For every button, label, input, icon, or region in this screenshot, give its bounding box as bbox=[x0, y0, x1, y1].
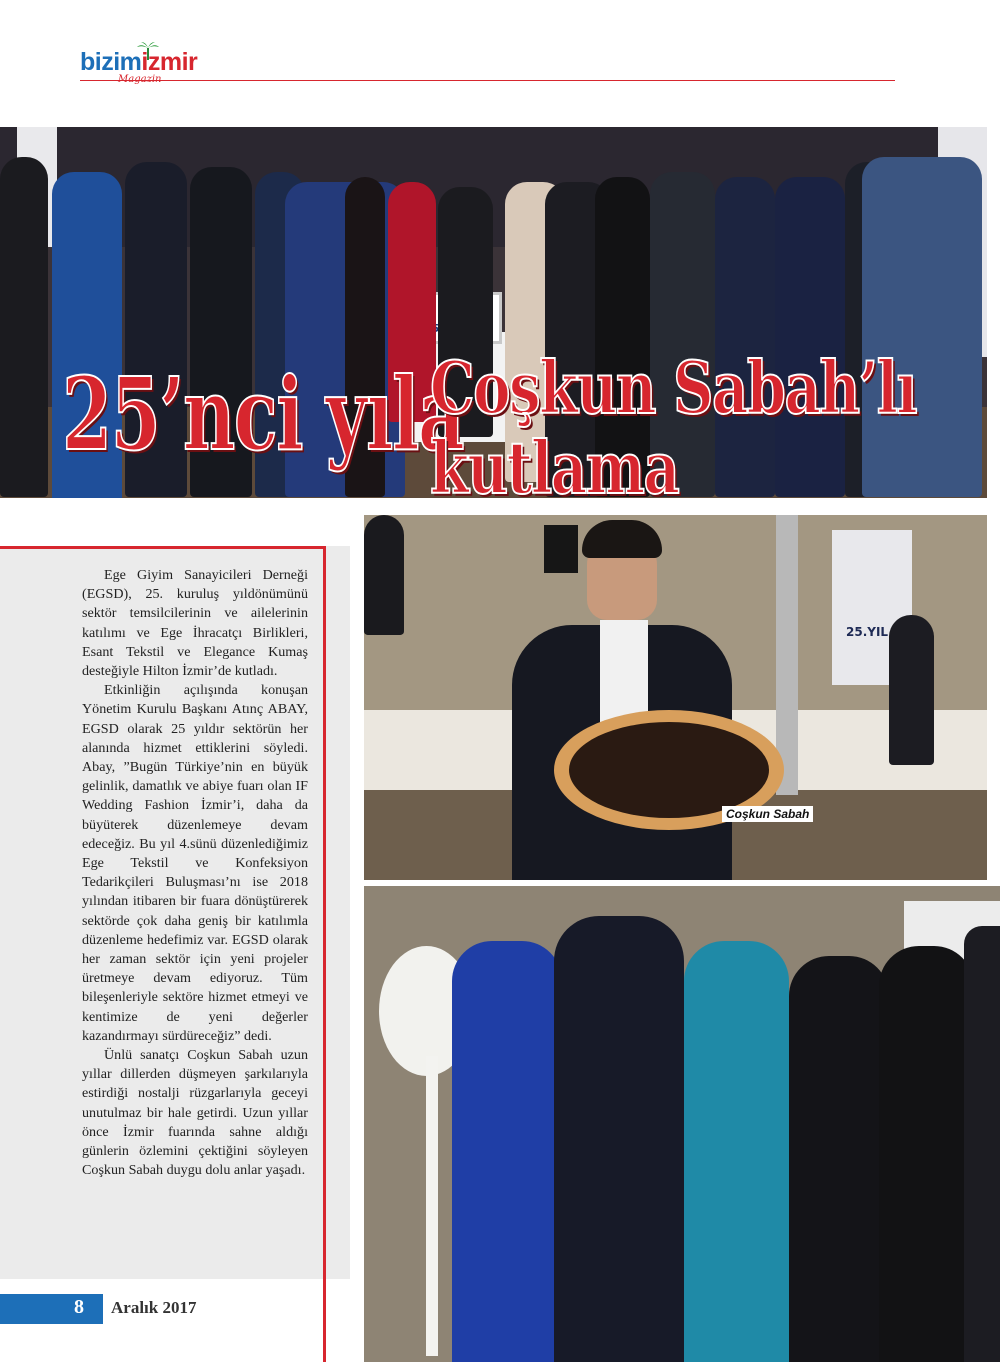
article-paragraph-2: Etkinliğin açılışında konuşan Yönetim Kurulu Başkanı Atınç ABAY, EGSD olarak 25 yıldır sektörün her alanında hizmet ettiklerini söyledi. Abay, ”Bugün Türkiye’nin en büyük gelinlik, damatlık ve abiye fuarı olan IF Wedding Fashion İzmir’i, daha da büyüterek düzenlemeye devam edeceğiz. Bu yıl 4.sünü düzenlediğimiz Ege Tekstil ve Konfeksiyon Tedarikçileri Buluşması’nı ise 2018 yılından itibaren bir fuara dönüştürerek sektörde çok daha geniş bir katılımla düzenleme hedefimiz var. EGSD olarak her zaman sektör için yeni projeler üretmeye devam ediyoruz. Tüm bileşenleriyle sektöre hizmet etmeyi ve kentimize de yeni değerler kazandırmayı sürdüreceğiz” dedi. bbox=[82, 682, 308, 1044]
masthead-logo bbox=[80, 40, 380, 90]
header-rule bbox=[80, 80, 895, 81]
article-paragraph-1: Ege Giyim Sanayicileri Derneği (EGSD), 25. kuruluş yıldönümünü sektör temsilcilerinin ve ailelerinin katılımı ve Ege İhracatçı Birlikleri, Esant Tekstil ve Elegance Kumaş desteğiyle Hilton İzmir’de kutladı. bbox=[82, 567, 308, 680]
issue-date: Aralık 2017 bbox=[111, 1298, 197, 1317]
photo-caption: Coşkun Sabah bbox=[722, 806, 813, 822]
headline-part-3: kutlama bbox=[430, 425, 679, 510]
headline-part-1: 25’nci yıla bbox=[62, 355, 464, 473]
palm-tree-icon bbox=[137, 42, 159, 60]
banner-text: 25.YIL bbox=[846, 625, 889, 639]
brand-left: bizim bbox=[80, 48, 142, 76]
article-paragraph-3: Ünlü sanatçı Coşkun Sabah uzun yıllar dillerden düşmeyen şarkılarıyla estirdiği nostalji rüzgarlarıyla geceyi unutulmaz bir hale getirdi. Uzun yıllar önce İzmir fuarında sahne aldığı günlerin özlemini çektiğini söyleyen Coşkun Sabah duygu dolu anlar yaşadı. bbox=[82, 1047, 308, 1179]
performer-photo bbox=[364, 515, 987, 880]
page-number: 8 bbox=[74, 1296, 84, 1318]
article-body bbox=[82, 566, 308, 1181]
headline-part-2: Coşkun Sabah’lı bbox=[430, 345, 917, 430]
guests-photo bbox=[364, 886, 1000, 1362]
brand-right: izmir bbox=[141, 48, 198, 76]
page-number-bar bbox=[0, 1294, 103, 1324]
